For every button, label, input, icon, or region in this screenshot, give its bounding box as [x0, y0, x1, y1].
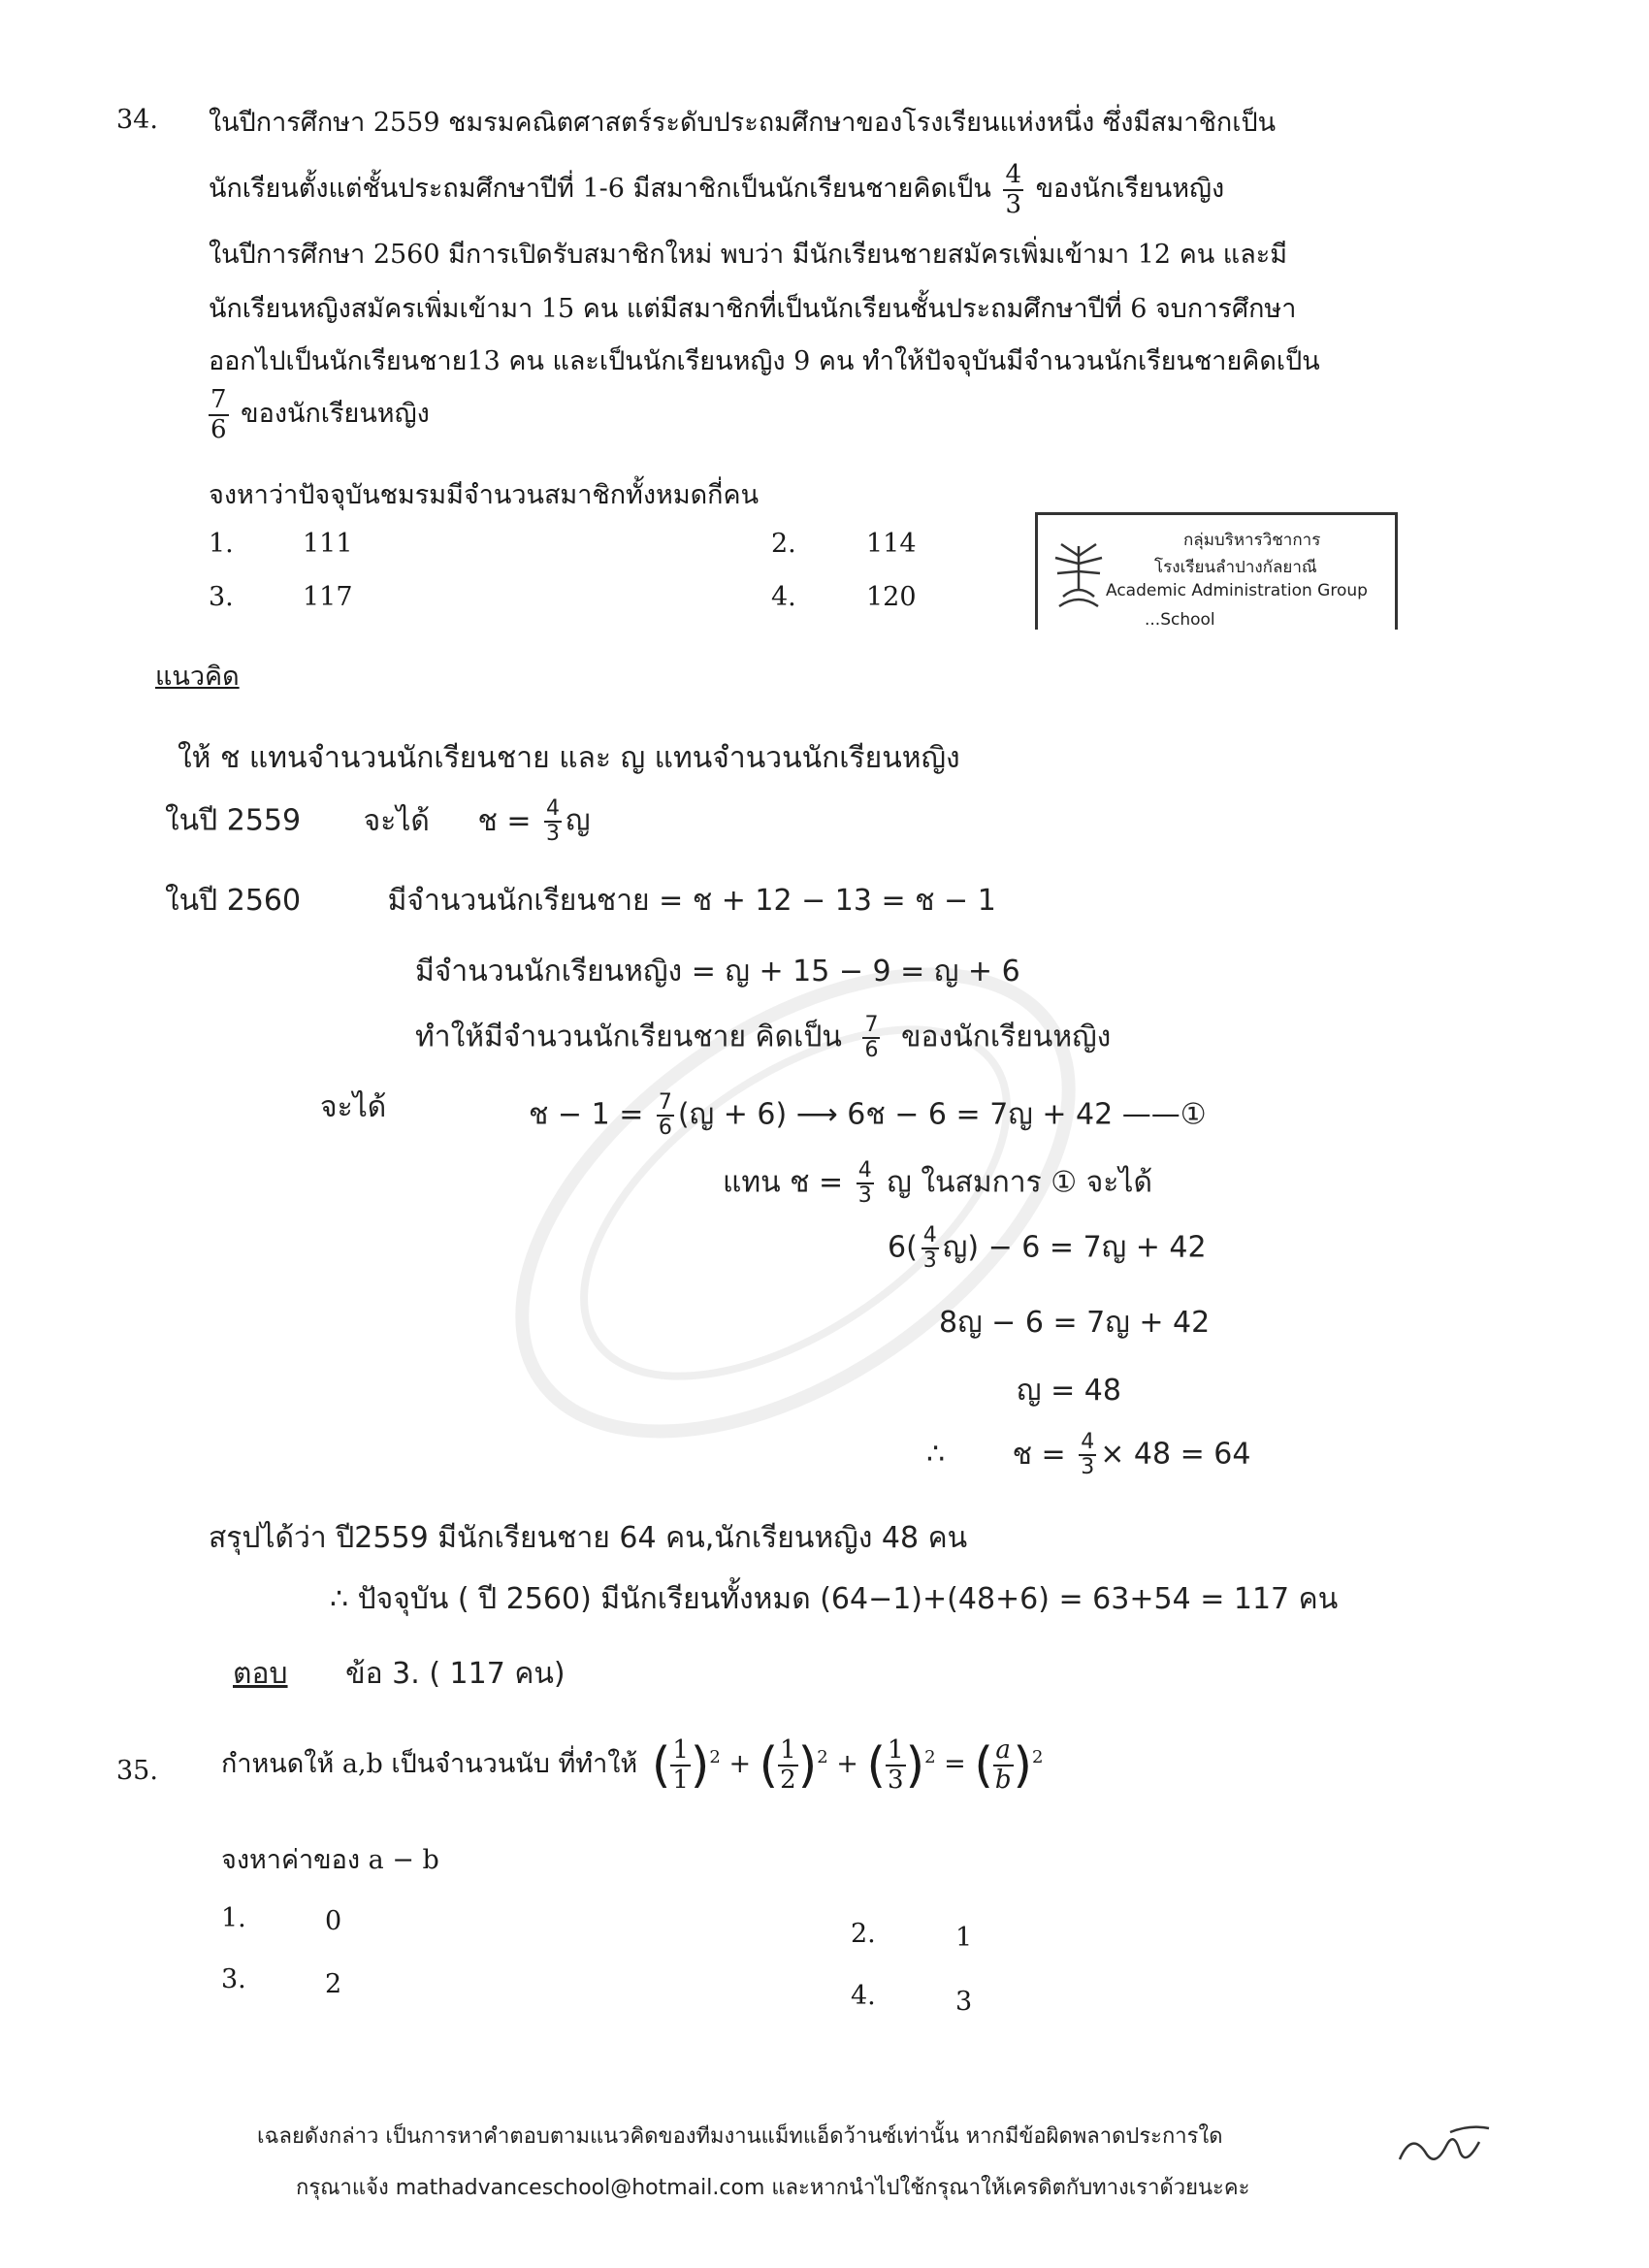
q34-line6	[209, 386, 430, 443]
q34-line4: นักเรียนหญิงสมัครเพิ่มเข้ามา 15 คน แต่มีสมาชิกที่เป็นนักเรียนชั้นประถมศึกษาปีที่ 6 จบการศึกษา	[209, 294, 1297, 324]
solution-line8-fraction	[922, 1224, 939, 1273]
q35-f4-num: a	[993, 1736, 1014, 1766]
q34-line5: ออกไปเป็นนักเรียนชาย13 คน และเป็นนักเรียนหญิง 9 คน ทำให้ปัจจุบันมีจำนวนนักเรียนชายคิดเป็น	[209, 346, 1320, 376]
solution-line11-frac-num: 4	[1079, 1431, 1096, 1456]
q35-choice-4-num: 4.	[851, 1981, 876, 2011]
q35-term-4: ( $\frac{a}{b}$ )$^2$	[974, 1735, 1044, 1795]
solution-line6-frac-den: 6	[658, 1116, 672, 1141]
solution-line2	[165, 797, 591, 846]
answer-line	[233, 1651, 566, 1697]
q35-choice-1-val: 0	[325, 1906, 342, 1936]
solution-line7	[723, 1159, 1152, 1208]
q35-sq-1: 2	[709, 1747, 721, 1768]
solution-line7-fraction	[857, 1159, 874, 1208]
solution-line6	[529, 1091, 1207, 1140]
q35-f4-den: b	[994, 1765, 1012, 1795]
solution-line7-frac-num: 4	[857, 1159, 874, 1184]
solution-heading: แนวคิด	[155, 662, 240, 692]
solution-line6-fraction	[657, 1091, 674, 1140]
solution-line5-frac-num: 7	[862, 1014, 880, 1039]
solution-line11-fraction	[1079, 1431, 1096, 1479]
q34-choice-4-num: 4.	[771, 582, 796, 612]
solution-line3	[165, 878, 996, 923]
answer-value: ข้อ 3. ( 117 คน)	[345, 1657, 566, 1691]
q34-line6-text: ของนักเรียนหญิง	[241, 399, 430, 430]
solution-line2-eq: ช =	[477, 803, 541, 838]
solution-line5-text: ทำให้มีจำนวนนักเรียนชาย คิดเป็น	[415, 1020, 842, 1054]
q35-f2-den: 2	[780, 1765, 796, 1795]
q35-plus-1: +	[728, 1749, 752, 1780]
solution-total: ∴ ปัจจุบัน ( ปี 2560) มีนักเรียนทั้งหมด (64−1)+(48+6) = 63+54 = 117 คน	[330, 1582, 1339, 1616]
q35-line1-text: กำหนดให้ a,b เป็นจำนวนนับ ที่ทำให้	[221, 1749, 638, 1780]
answer-label: ตอบ	[233, 1657, 288, 1691]
q34-fraction-7-6	[209, 386, 229, 443]
q34-choice-2-num: 2.	[771, 529, 796, 559]
signature-icon	[1392, 2113, 1499, 2181]
q34-choice-1-num: 1.	[209, 529, 234, 559]
solution-boys-count: มีจำนวนนักเรียนชาย = ช + 12 − 13 = ช − 1	[387, 884, 996, 918]
q35-f2-num: 1	[780, 1735, 796, 1765]
solution-summary: สรุปได้ว่า ปี2559 มีนักเรียนชาย 64 คน,นักเรียนหญิง 48 คน	[209, 1521, 968, 1555]
q34-frac2-num: 7	[210, 385, 227, 414]
school-emblem-icon	[1050, 536, 1108, 614]
q35-frac-1-3	[886, 1736, 906, 1794]
q35-choice-2-val: 1	[955, 1923, 973, 1953]
footer-line2: กรุณาแจ้ง mathadvanceschool@hotmail.com และหากนำไปใช้กรุณาให้เครดิตกับทางเราด้วยนะคะ	[296, 2176, 1250, 2200]
q35-choice-2-num: 2.	[851, 1919, 876, 1949]
q34-frac1-den: 3	[1005, 189, 1021, 219]
q34-choice-4-val: 120	[866, 582, 917, 612]
q34-frac1-num: 4	[1005, 160, 1021, 189]
q35-sq-4: 2	[1032, 1747, 1044, 1768]
solution-line2-frac-num: 4	[544, 797, 562, 823]
solution-line1: ให้ ช แทนจำนวนนักเรียนชาย และ ญ แทนจำนวนนักเรียนหญิง	[178, 741, 960, 775]
q34-fraction-4-3	[1003, 161, 1023, 218]
solution-line7-end: ญ ในสมการ ① จะได้	[887, 1165, 1152, 1200]
q35-term-2: ( $\frac{1}{2}$ )$^2$	[759, 1735, 828, 1795]
q35-f1-num: 1	[672, 1735, 689, 1765]
stamp-line2: โรงเรียนลำปางกัลยาณี	[1154, 558, 1317, 577]
solution-line9: 8ญ − 6 = 7ญ + 42	[939, 1306, 1211, 1340]
solution-line8-end: ญ) − 6 = 7ญ + 42	[942, 1230, 1207, 1265]
q34-choice-3-num: 3.	[209, 582, 234, 612]
solution-year-2559: ในปี 2559	[165, 803, 302, 838]
solution-line6-frac-num: 7	[657, 1091, 674, 1117]
q35-term-3: ( $\frac{1}{3}$ )$^2$	[866, 1735, 936, 1795]
q34-choice-3-val: 117	[303, 582, 353, 612]
solution-line7-text: แทน ช =	[723, 1165, 844, 1200]
q35-question: จงหาค่าของ a − b	[221, 1845, 439, 1875]
q34-frac2-den: 6	[210, 414, 227, 444]
q34-line2-text: นักเรียนตั้งแต่ชั้นประถมศึกษาปีที่ 1-6 มีสมาชิกเป็นนักเรียนชายคิดเป็น	[209, 174, 991, 205]
q34-number: 34.	[116, 105, 158, 135]
solution-line5-end: ของนักเรียนหญิง	[901, 1020, 1112, 1054]
solution-line8-start: 6(	[888, 1230, 918, 1265]
q35-plus-2: +	[836, 1749, 858, 1780]
solution-line11-end: × 48 = 64	[1100, 1437, 1251, 1472]
q35-f3-num: 1	[888, 1735, 904, 1765]
solution-line6-jadai: จะได้	[320, 1090, 387, 1124]
q35-number: 35.	[116, 1756, 158, 1786]
q34-choice-1-val: 111	[303, 529, 353, 559]
solution-line8	[888, 1224, 1207, 1273]
q34-question: จงหาว่าปัจจุบันชมรมมีจำนวนสมาชิกทั้งหมดกี่คน	[209, 480, 760, 510]
q35-f3-den: 3	[888, 1765, 904, 1795]
q35-choice-3-val: 2	[325, 1969, 342, 1999]
solution-line11-frac-den: 3	[1081, 1455, 1095, 1480]
q35-line1	[221, 1736, 1043, 1794]
stamp-line3: Academic Administration Group	[1106, 581, 1368, 600]
solution-line2-jadai: จะได้	[363, 803, 430, 838]
solution-line2-fraction	[544, 797, 562, 846]
q34-choice-2-val: 114	[866, 529, 917, 559]
q35-term-1: ( $\frac{1}{1}$ )$^2$	[651, 1735, 721, 1795]
q35-choice-1-num: 1.	[221, 1903, 246, 1933]
school-stamp	[1035, 512, 1398, 630]
q35-f1-den: 1	[672, 1765, 689, 1795]
q35-choice-3-num: 3.	[221, 1964, 246, 1994]
q34-line2-end: ของนักเรียนหญิง	[1035, 174, 1225, 205]
q34-line3: ในปีการศึกษา 2560 มีการเปิดรับสมาชิกใหม่ พบว่า มีนักเรียนชายสมัครเพิ่มเข้ามา 12 คน และมี	[209, 240, 1288, 270]
q35-choice-4-val: 3	[955, 1987, 973, 2017]
q34-line1: ในปีการศึกษา 2559 ชมรมคณิตศาสตร์ระดับประถมศึกษาของโรงเรียนแห่งหนึ่ง ซึ่งมีสมาชิกเป็น	[209, 108, 1277, 138]
q35-frac-1-1	[670, 1736, 691, 1794]
solution-line2-frac-den: 3	[546, 822, 561, 847]
therefore-symbol: ∴	[926, 1437, 946, 1472]
solution-line5-frac-den: 6	[864, 1038, 879, 1063]
solution-line8-frac-den: 3	[922, 1248, 937, 1274]
q35-frac-1-2	[778, 1736, 798, 1794]
stamp-line1: กลุ่มบริหารวิชาการ	[1183, 531, 1321, 550]
solution-line5	[415, 1014, 1111, 1062]
q35-sq-3: 2	[924, 1747, 936, 1768]
solution-year-2560: ในปี 2560	[165, 884, 302, 918]
solution-girls-count: มีจำนวนนักเรียนหญิง = ญ + 15 − 9 = ญ + 6	[415, 955, 1020, 988]
solution-line10: ญ = 48	[1017, 1374, 1121, 1408]
q35-equals: =	[944, 1749, 966, 1780]
solution-line6-lhs: ช − 1 =	[529, 1097, 644, 1132]
q35-frac-a-b	[993, 1736, 1014, 1794]
q35-sq-2: 2	[817, 1747, 828, 1768]
solution-line11	[926, 1431, 1250, 1479]
stamp-line4: ...School	[1145, 610, 1215, 630]
solution-line2-var: ญ	[566, 803, 591, 838]
solution-line8-frac-num: 4	[922, 1224, 939, 1249]
solution-line11-lhs: ช =	[1012, 1437, 1066, 1472]
q34-line2	[209, 161, 1224, 218]
solution-equation-1: (ญ + 6) ⟶ 6ช − 6 = 7ญ + 42 ——①	[677, 1097, 1207, 1132]
solution-line5-fraction	[862, 1014, 880, 1062]
solution-line7-frac-den: 3	[857, 1183, 872, 1209]
footer-line1: เฉลยดังกล่าว เป็นการหาคำตอบตามแนวคิดของทีมงานแม็ทแอ็ดว้านซ์เท่านั้น หากมีข้อผิดพลาดประการใด	[257, 2124, 1223, 2149]
